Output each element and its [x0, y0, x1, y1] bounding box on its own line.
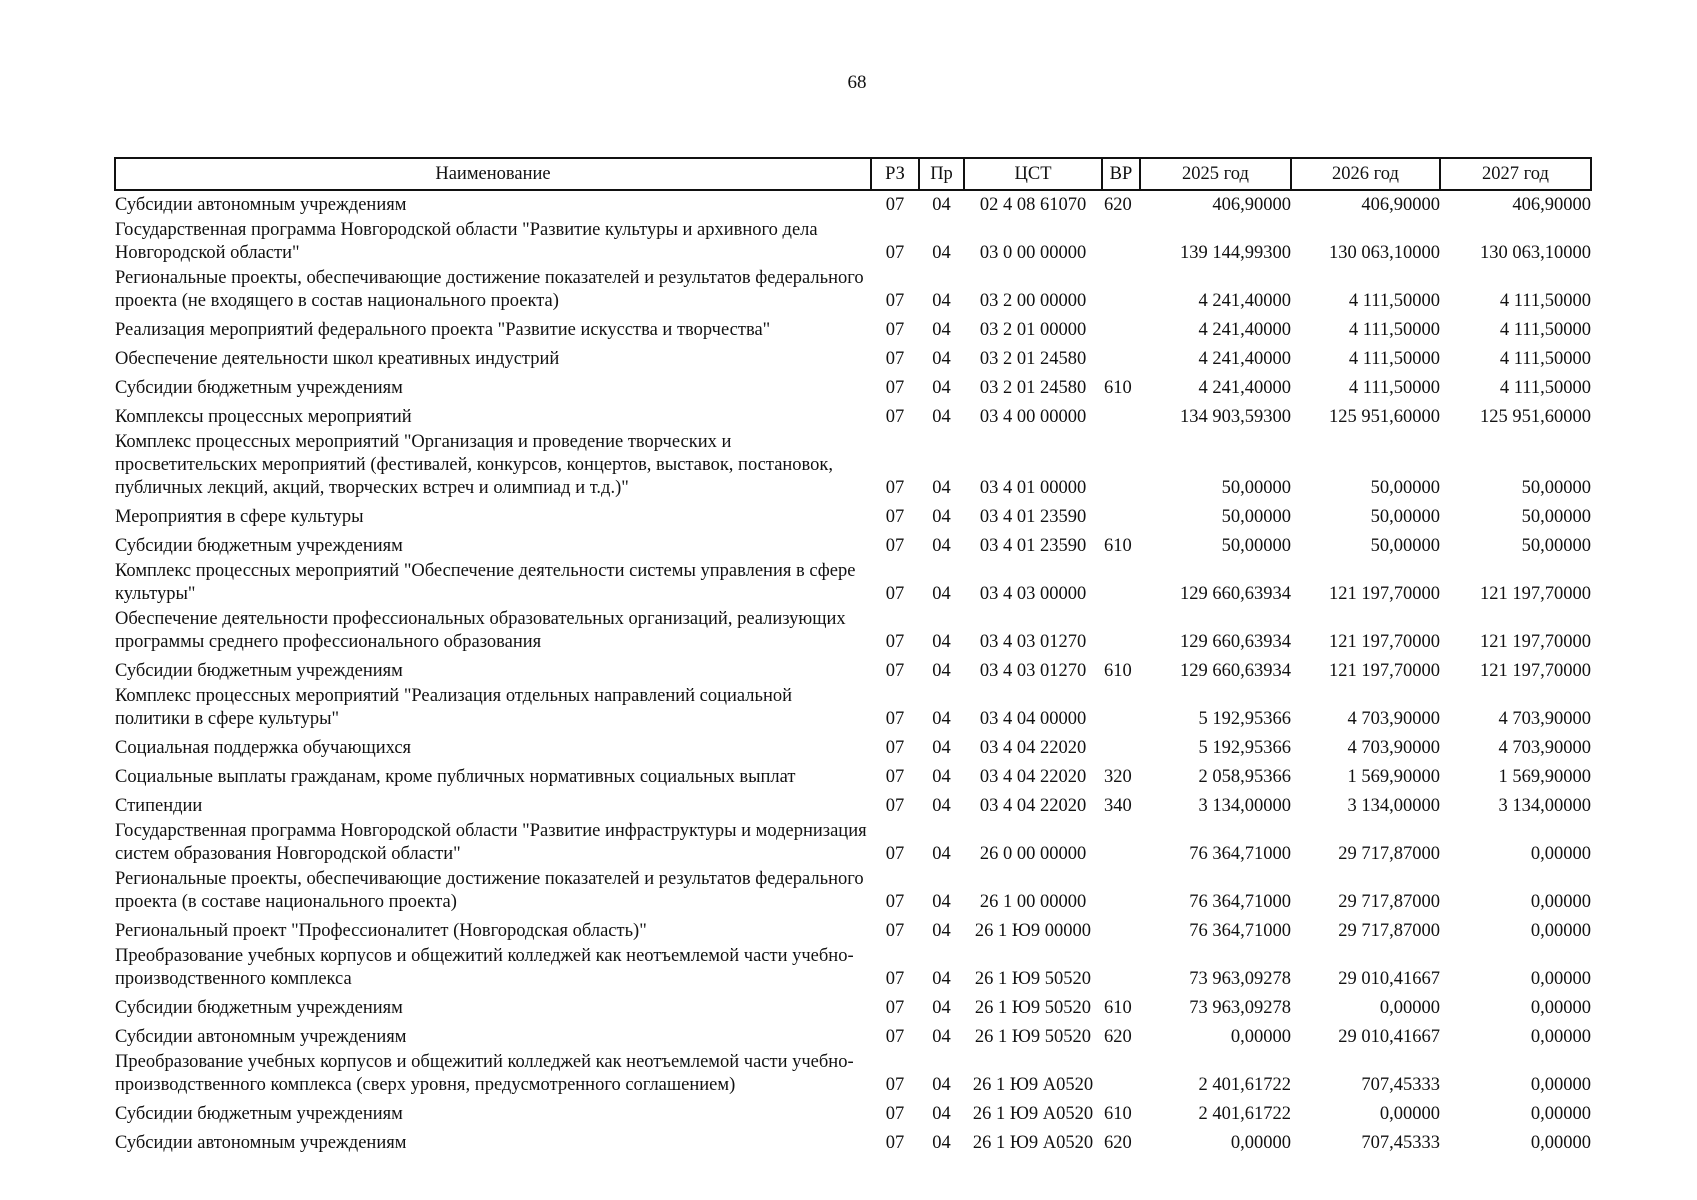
cell-rz: 07 — [885, 1075, 905, 1095]
cell-vr: 340 — [1104, 796, 1132, 816]
cell-name: Государственная программа Новгородской области "Развитие инфраструктуры и модернизация систем образования Новгородской области" — [115, 821, 867, 864]
cell-pr: 04 — [932, 478, 951, 498]
cell-y2025: 129 660,63934 — [1180, 584, 1291, 604]
cell-y2027: 4 703,90000 — [1498, 738, 1591, 758]
cell-pr: 04 — [932, 507, 951, 527]
cell-pr: 04 — [932, 844, 951, 864]
cell-rz: 07 — [885, 320, 905, 340]
cell-cst: 03 2 01 00000 — [979, 320, 1087, 340]
cell-rz: 07 — [885, 378, 905, 398]
cell-rz: 07 — [885, 892, 905, 912]
cell-pr: 04 — [932, 1104, 951, 1124]
cell-y2025: 3 134,00000 — [1198, 796, 1291, 816]
cell-cst: 03 4 03 01270 — [979, 632, 1087, 652]
cell-y2025: 0,00000 — [1230, 1133, 1291, 1153]
cell-y2026: 130 063,10000 — [1329, 243, 1440, 263]
cell-y2027: 0,00000 — [1530, 892, 1591, 912]
cell-y2025: 5 192,95366 — [1198, 709, 1291, 729]
table-header-row — [115, 158, 1591, 190]
cell-y2025: 129 660,63934 — [1180, 661, 1291, 681]
cell-cst: 26 1 Ю9 50520 — [974, 998, 1092, 1018]
cell-cst: 03 4 04 22020 — [979, 738, 1087, 758]
cell-y2027: 130 063,10000 — [1480, 243, 1591, 263]
cell-cst: 26 1 Ю9 50520 — [974, 969, 1092, 989]
cell-name: Субсидии бюджетным учреждениям — [115, 998, 403, 1018]
cell-cst: 03 2 01 24580 — [979, 378, 1087, 398]
cell-cst: 26 1 Ю9 А0520 — [972, 1133, 1094, 1153]
cell-vr — [1102, 219, 1140, 267]
cell-y2027: 0,00000 — [1530, 1027, 1591, 1047]
cell-y2027: 0,00000 — [1530, 844, 1591, 864]
cell-vr: 620 — [1104, 1133, 1132, 1153]
table-row — [115, 560, 1591, 608]
table-row — [115, 344, 1591, 373]
table-row — [115, 608, 1591, 656]
cell-rz: 07 — [885, 767, 905, 787]
cell-cst: 26 1 Ю9 А0520 — [972, 1075, 1094, 1095]
cell-y2027: 0,00000 — [1530, 998, 1591, 1018]
cell-name: Субсидии бюджетным учреждениям — [115, 661, 403, 681]
cell-pr: 04 — [932, 969, 951, 989]
cell-y2025: 4 241,40000 — [1198, 291, 1291, 311]
cell-name: Комплекс процессных мероприятий "Организация и проведение творческих и просветительских мероприятий (фестивалей, конкурсов, концертов, выставок, постановок, публичных лекций, акций, творческих встреч и олимпиад и т.д.)" — [115, 432, 834, 498]
cell-name: Комплексы процессных мероприятий — [115, 407, 412, 427]
cell-y2027: 121 197,70000 — [1480, 632, 1591, 652]
cell-y2025: 5 192,95366 — [1198, 738, 1291, 758]
cell-y2025: 50,00000 — [1221, 536, 1291, 556]
table-row — [115, 219, 1591, 267]
cell-name: Государственная программа Новгородской области "Развитие культуры и архивного дела Новгородской области" — [115, 220, 818, 263]
cell-rz: 07 — [885, 844, 905, 864]
cell-y2026: 29 010,41667 — [1338, 1027, 1440, 1047]
cell-y2026: 29 717,87000 — [1338, 921, 1440, 941]
cell-cst: 03 4 00 00000 — [979, 407, 1087, 427]
cell-y2025: 406,90000 — [1212, 195, 1291, 215]
cell-y2026: 121 197,70000 — [1329, 584, 1440, 604]
cell-y2026: 0,00000 — [1379, 998, 1440, 1018]
cell-vr — [1102, 820, 1140, 868]
cell-y2026: 121 197,70000 — [1329, 632, 1440, 652]
cell-vr: 610 — [1104, 378, 1132, 398]
cell-y2027: 1 569,90000 — [1498, 767, 1591, 787]
table-row — [115, 791, 1591, 820]
cell-cst: 03 4 03 01270 — [979, 661, 1087, 681]
cell-y2027: 0,00000 — [1530, 1133, 1591, 1153]
cell-rz: 07 — [885, 349, 905, 369]
cell-rz: 07 — [885, 738, 905, 758]
cell-y2025: 73 963,09278 — [1189, 969, 1291, 989]
cell-y2026: 3 134,00000 — [1347, 796, 1440, 816]
cell-pr: 04 — [932, 536, 951, 556]
header-cst: ЦСТ — [964, 158, 1102, 190]
cell-y2026: 0,00000 — [1379, 1104, 1440, 1124]
header-vr: ВР — [1102, 158, 1140, 190]
cell-cst: 26 1 Ю9 50520 — [974, 1027, 1092, 1047]
cell-vr: 620 — [1104, 195, 1132, 215]
cell-name: Субсидии автономным учреждениям — [115, 195, 407, 215]
cell-y2025: 76 364,71000 — [1189, 892, 1291, 912]
cell-y2026: 1 569,90000 — [1347, 767, 1440, 787]
table-row — [115, 945, 1591, 993]
cell-y2025: 50,00000 — [1221, 507, 1291, 527]
table-row — [115, 1022, 1591, 1051]
cell-y2026: 4 703,90000 — [1347, 738, 1440, 758]
cell-rz: 07 — [885, 478, 905, 498]
table-row — [115, 502, 1591, 531]
page-number: 68 — [847, 72, 867, 93]
cell-pr: 04 — [932, 378, 951, 398]
cell-rz: 07 — [885, 1027, 905, 1047]
cell-y2025: 0,00000 — [1230, 1027, 1291, 1047]
cell-y2026: 4 111,50000 — [1348, 349, 1440, 369]
cell-vr — [1102, 608, 1140, 656]
cell-cst: 02 4 08 61070 — [979, 195, 1087, 215]
cell-vr: 610 — [1104, 1104, 1132, 1124]
cell-name: Обеспечение деятельности профессиональных образовательных организаций, реализующих программы среднего профессионального образования — [115, 609, 846, 652]
table-row — [115, 993, 1591, 1022]
cell-y2026: 29 010,41667 — [1338, 969, 1440, 989]
cell-vr: 620 — [1104, 1027, 1132, 1047]
cell-vr — [1102, 315, 1140, 344]
cell-cst: 03 4 01 00000 — [979, 478, 1087, 498]
cell-name: Преобразование учебных корпусов и общежитий колледжей как неотъемлемой части учебно-производственного комплекса — [115, 946, 854, 989]
cell-vr — [1102, 267, 1140, 315]
table-row — [115, 1051, 1591, 1099]
cell-pr: 04 — [932, 407, 951, 427]
cell-pr: 04 — [932, 243, 951, 263]
header-pr: Пр — [919, 158, 964, 190]
cell-rz: 07 — [885, 998, 905, 1018]
cell-pr: 04 — [932, 738, 951, 758]
cell-pr: 04 — [932, 1075, 951, 1095]
header-2025: 2025 год — [1140, 158, 1291, 190]
cell-name: Региональные проекты, обеспечивающие достижение показателей и результатов федерального проекта (в составе национального проекта) — [115, 869, 864, 912]
cell-y2026: 4 111,50000 — [1348, 320, 1440, 340]
cell-rz: 07 — [885, 921, 905, 941]
cell-pr: 04 — [932, 584, 951, 604]
cell-y2025: 4 241,40000 — [1198, 378, 1291, 398]
cell-cst: 26 1 00 00000 — [979, 892, 1087, 912]
cell-cst: 03 4 01 23590 — [979, 536, 1087, 556]
cell-y2026: 50,00000 — [1370, 507, 1440, 527]
cell-name: Комплекс процессных мероприятий "Реализация отдельных направлений социальной политики в сфере культуры" — [115, 686, 793, 729]
cell-rz: 07 — [885, 291, 905, 311]
cell-name: Субсидии автономным учреждениям — [115, 1027, 407, 1047]
cell-name: Преобразование учебных корпусов и общежитий колледжей как неотъемлемой части учебно-производственного комплекса (сверх уровня, предусмотренного соглашением) — [115, 1052, 854, 1095]
table-row — [115, 868, 1591, 916]
table-row — [115, 402, 1591, 431]
cell-pr: 04 — [932, 632, 951, 652]
cell-y2026: 125 951,60000 — [1329, 407, 1440, 427]
cell-pr: 04 — [932, 921, 951, 941]
cell-vr — [1102, 431, 1140, 502]
cell-y2026: 4 111,50000 — [1348, 378, 1440, 398]
cell-vr: 610 — [1104, 661, 1132, 681]
table-row — [115, 916, 1591, 945]
cell-vr — [1102, 1051, 1140, 1099]
cell-cst: 26 1 Ю9 00000 — [974, 921, 1092, 941]
cell-y2026: 4 703,90000 — [1347, 709, 1440, 729]
cell-cst: 03 4 03 00000 — [979, 584, 1087, 604]
cell-name: Социальные выплаты гражданам, кроме публичных нормативных социальных выплат — [115, 767, 796, 787]
cell-rz: 07 — [885, 1133, 905, 1153]
cell-y2027: 50,00000 — [1521, 536, 1591, 556]
cell-y2025: 76 364,71000 — [1189, 844, 1291, 864]
cell-vr — [1102, 916, 1140, 945]
cell-y2025: 2 058,95366 — [1198, 767, 1291, 787]
cell-y2027: 0,00000 — [1530, 921, 1591, 941]
cell-pr: 04 — [932, 767, 951, 787]
cell-name: Обеспечение деятельности школ креативных индустрий — [115, 349, 560, 369]
cell-vr — [1102, 868, 1140, 916]
cell-name: Субсидии бюджетным учреждениям — [115, 536, 403, 556]
cell-cst: 03 4 01 23590 — [979, 507, 1087, 527]
cell-name: Региональные проекты, обеспечивающие достижение показателей и результатов федерального проекта (не входящего в состав национального проекта) — [115, 268, 864, 311]
cell-name: Субсидии автономным учреждениям — [115, 1133, 407, 1153]
cell-pr: 04 — [932, 1027, 951, 1047]
cell-y2026: 50,00000 — [1370, 536, 1440, 556]
table-row — [115, 762, 1591, 791]
cell-vr — [1102, 733, 1140, 762]
cell-y2027: 125 951,60000 — [1480, 407, 1591, 427]
cell-vr: 610 — [1104, 998, 1132, 1018]
cell-y2025: 134 903,59300 — [1180, 407, 1291, 427]
cell-rz: 07 — [885, 243, 905, 263]
cell-y2027: 50,00000 — [1521, 507, 1591, 527]
cell-rz: 07 — [885, 1104, 905, 1124]
cell-pr: 04 — [932, 195, 951, 215]
budget-table — [114, 157, 1592, 1157]
cell-pr: 04 — [932, 349, 951, 369]
cell-rz: 07 — [885, 796, 905, 816]
table-row — [115, 1099, 1591, 1128]
cell-y2027: 4 703,90000 — [1498, 709, 1591, 729]
cell-y2025: 2 401,61722 — [1198, 1075, 1291, 1095]
cell-vr — [1102, 945, 1140, 993]
cell-pr: 04 — [932, 291, 951, 311]
cell-y2025: 50,00000 — [1221, 478, 1291, 498]
cell-y2026: 406,90000 — [1361, 195, 1440, 215]
header-2026: 2026 год — [1291, 158, 1440, 190]
table-row — [115, 1128, 1591, 1157]
cell-rz: 07 — [885, 584, 905, 604]
table-row — [115, 267, 1591, 315]
cell-rz: 07 — [885, 709, 905, 729]
cell-rz: 07 — [885, 632, 905, 652]
cell-cst: 26 0 00 00000 — [979, 844, 1087, 864]
cell-y2026: 121 197,70000 — [1329, 661, 1440, 681]
cell-name: Региональный проект "Профессионалитет (Новгородская область)" — [115, 921, 647, 941]
cell-cst: 03 2 00 00000 — [979, 291, 1087, 311]
table-row — [115, 685, 1591, 733]
cell-name: Социальная поддержка обучающихся — [115, 738, 412, 758]
cell-y2027: 4 111,50000 — [1499, 291, 1591, 311]
cell-cst: 03 2 01 24580 — [979, 349, 1087, 369]
header-name: Наименование — [115, 158, 871, 190]
cell-y2026: 707,45333 — [1361, 1133, 1440, 1153]
cell-name: Субсидии бюджетным учреждениям — [115, 1104, 403, 1124]
cell-rz: 07 — [885, 661, 905, 681]
table-row — [115, 531, 1591, 560]
cell-pr: 04 — [932, 709, 951, 729]
cell-y2027: 121 197,70000 — [1480, 584, 1591, 604]
cell-y2027: 0,00000 — [1530, 1075, 1591, 1095]
cell-y2025: 2 401,61722 — [1198, 1104, 1291, 1124]
cell-y2025: 129 660,63934 — [1180, 632, 1291, 652]
cell-y2026: 29 717,87000 — [1338, 892, 1440, 912]
cell-cst: 03 4 04 00000 — [979, 709, 1087, 729]
cell-name: Стипендии — [115, 796, 203, 816]
header-2027: 2027 год — [1440, 158, 1591, 190]
cell-y2025: 73 963,09278 — [1189, 998, 1291, 1018]
cell-rz: 07 — [885, 407, 905, 427]
cell-name: Реализация мероприятий федерального проекта "Развитие искусства и творчества" — [115, 320, 771, 340]
cell-pr: 04 — [932, 661, 951, 681]
cell-cst: 03 0 00 00000 — [979, 243, 1087, 263]
cell-vr — [1102, 402, 1140, 431]
cell-rz: 07 — [885, 536, 905, 556]
table-row — [115, 733, 1591, 762]
cell-cst: 03 4 04 22020 — [979, 767, 1087, 787]
cell-y2027: 0,00000 — [1530, 1104, 1591, 1124]
cell-y2027: 406,90000 — [1512, 195, 1591, 215]
cell-y2026: 29 717,87000 — [1338, 844, 1440, 864]
table-row — [115, 373, 1591, 402]
cell-vr — [1102, 560, 1140, 608]
cell-vr: 320 — [1104, 767, 1132, 787]
cell-y2027: 4 111,50000 — [1499, 378, 1591, 398]
cell-y2027: 4 111,50000 — [1499, 320, 1591, 340]
cell-y2027: 3 134,00000 — [1498, 796, 1591, 816]
cell-vr — [1102, 344, 1140, 373]
cell-y2026: 4 111,50000 — [1348, 291, 1440, 311]
cell-rz: 07 — [885, 507, 905, 527]
table-row — [115, 820, 1591, 868]
cell-y2025: 76 364,71000 — [1189, 921, 1291, 941]
cell-name: Комплекс процессных мероприятий "Обеспечение деятельности системы управления в сфере культуры" — [115, 561, 856, 604]
table-row — [115, 656, 1591, 685]
cell-y2027: 121 197,70000 — [1480, 661, 1591, 681]
cell-y2025: 139 144,99300 — [1180, 243, 1291, 263]
table-row — [115, 431, 1591, 502]
cell-pr: 04 — [932, 320, 951, 340]
cell-name: Субсидии бюджетным учреждениям — [115, 378, 403, 398]
cell-rz: 07 — [885, 969, 905, 989]
cell-y2027: 0,00000 — [1530, 969, 1591, 989]
cell-cst: 03 4 04 22020 — [979, 796, 1087, 816]
header-rz: РЗ — [871, 158, 919, 190]
cell-pr: 04 — [932, 892, 951, 912]
cell-y2025: 4 241,40000 — [1198, 320, 1291, 340]
cell-rz: 07 — [885, 195, 905, 215]
cell-pr: 04 — [932, 1133, 951, 1153]
cell-vr — [1102, 685, 1140, 733]
table-row — [115, 190, 1591, 219]
cell-y2027: 50,00000 — [1521, 478, 1591, 498]
table-body — [115, 190, 1591, 1157]
cell-name: Мероприятия в сфере культуры — [115, 507, 364, 527]
cell-cst: 26 1 Ю9 А0520 — [972, 1104, 1094, 1124]
cell-vr: 610 — [1104, 536, 1132, 556]
table-row — [115, 315, 1591, 344]
cell-vr — [1102, 502, 1140, 531]
cell-y2026: 707,45333 — [1361, 1075, 1440, 1095]
cell-pr: 04 — [932, 998, 951, 1018]
cell-pr: 04 — [932, 796, 951, 816]
cell-y2026: 50,00000 — [1370, 478, 1440, 498]
cell-y2025: 4 241,40000 — [1198, 349, 1291, 369]
cell-y2027: 4 111,50000 — [1499, 349, 1591, 369]
